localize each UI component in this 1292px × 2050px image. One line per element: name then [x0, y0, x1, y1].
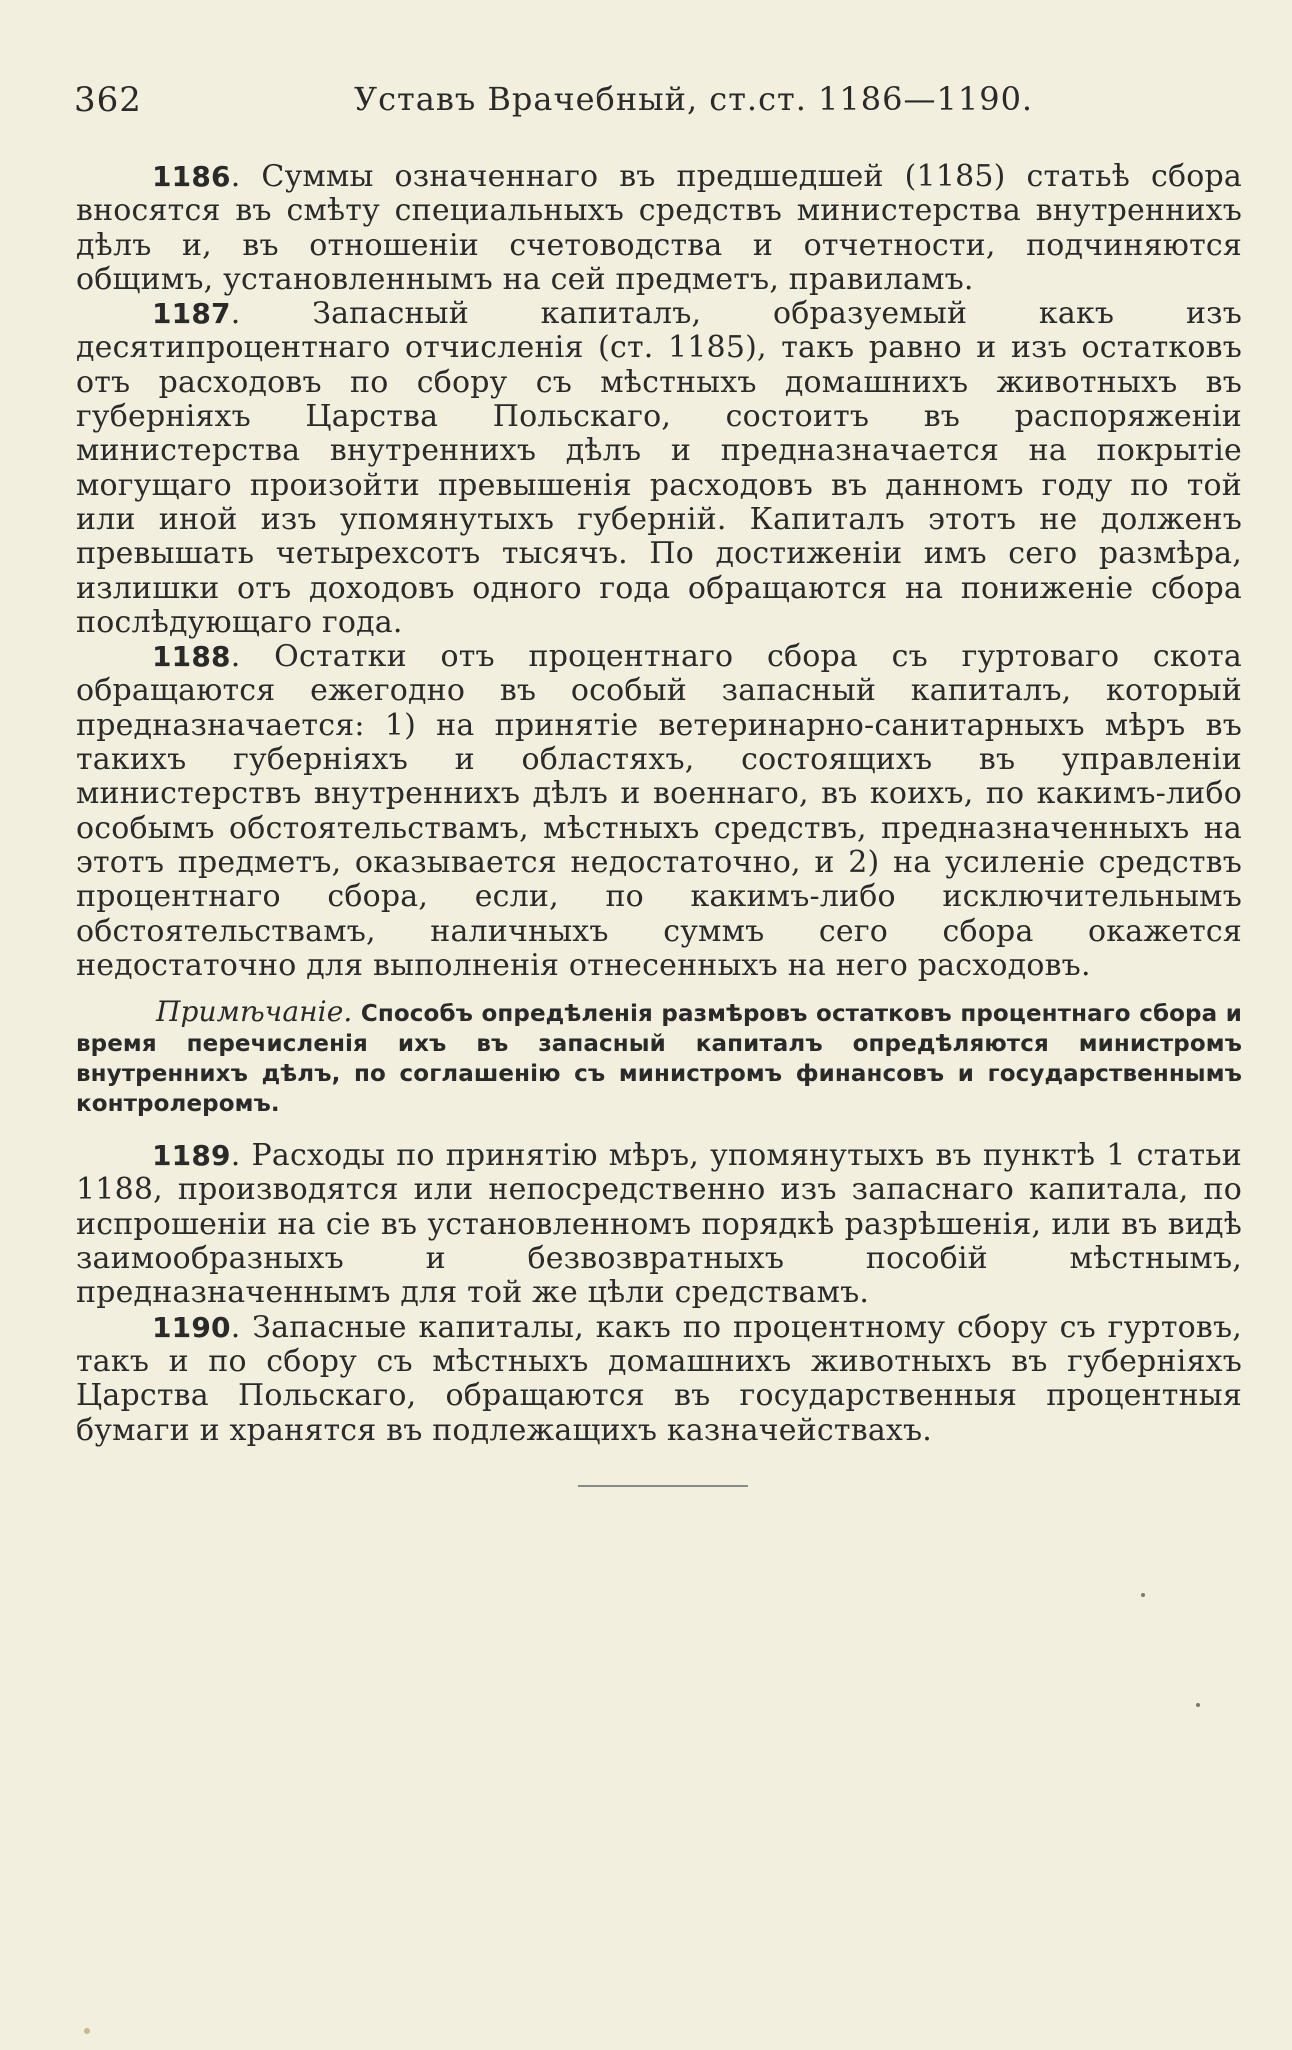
paper-speck [1141, 1593, 1145, 1597]
article-number: 1187 [152, 297, 231, 331]
paper-speck [1196, 1703, 1200, 1707]
article-text: . Остатки отъ процентнаго сбора съ гуртоваго скота обращаются ежегодно въ особый запасный капиталъ, который предназначается: 1) на принятіе ветеринарно-санитарныхъ мѣръ въ такихъ губерніяхъ и областяхъ, состоящихъ въ управленіи министерствъ внутреннихъ дѣлъ и военнаго, въ коихъ, по какимъ-либо особымъ обстоятельствамъ, мѣстныхъ средствъ, предназначенныхъ на этотъ предметъ, оказывается недостаточно, и 2) на усиленіе средствъ процентнаго сбора, если, по какимъ-либо исключительнымъ обстоятельствамъ, наличныхъ суммъ сего сбора окажется недостаточно для выполненія отнесенныхъ на него расходовъ. [76, 639, 1242, 983]
article-text: . Запасные капиталы, какъ по процентному сбору съ гуртовъ, такъ и по сбору съ мѣстныхъ домашнихъ животныхъ въ губерніяхъ Царства Польскаго, обращаются въ государственныя процентныя бумаги и хранятся въ подлежащихъ казначействахъ. [76, 1309, 1242, 1448]
article-1188 [76, 640, 1242, 983]
article-number: 1186 [152, 160, 231, 193]
article-text: . Запасный капиталъ, образуемый какъ изъ десятипроцентнаго отчисленія (ст. 1185), такъ равно и изъ остатковъ отъ расходовъ по сбору съ мѣстныхъ домашнихъ животныхъ въ губерніяхъ Царства Польскаго, состоитъ въ распоряженіи министерства внутреннихъ дѣлъ и предназначается на покрытіе могущаго произойти превышенія расходовъ въ данномъ году по той или иной изъ упомянутыхъ губерній. Капиталъ этотъ не долженъ превышать четырехсотъ тысячъ. По достиженіи имъ сего размѣра, излишки отъ доходовъ одного года обращаются на пониженіе сбора послѣдующаго года. [76, 296, 1242, 640]
page-number: 362 [74, 80, 142, 120]
article-number: 1190 [152, 1310, 231, 1344]
article-number: 1188 [152, 640, 231, 674]
body-text [76, 160, 1242, 1448]
note-text: Способъ опредѣленія размѣровъ остатковъ процентнаго сбора и время перечисленія ихъ въ запасный капиталъ опредѣляются министромъ внутреннихъ дѣлъ, по соглашенію съ министромъ финансовъ и государственнымъ контролеромъ. [76, 1001, 1242, 1118]
page-header [74, 80, 1244, 130]
article-1187 [76, 297, 1242, 640]
article-note [76, 997, 1242, 1119]
paper-speck [84, 2028, 90, 2034]
article-1186 [76, 160, 1242, 297]
article-1189 [76, 1139, 1242, 1310]
running-title: Уставъ Врачебный, ст.ст. 1186—1190. [354, 80, 1034, 118]
article-number: 1189 [152, 1139, 231, 1173]
article-text: . Расходы по принятію мѣръ, упомянутыхъ въ пунктѣ 1 статьи 1188, производятся или непосредственно изъ запаснаго капитала, по испрошеніи на сіе въ установленномъ порядкѣ разрѣшенія, или въ видѣ заимообразныхъ и безвозвратныхъ пособій мѣстнымъ, предназначеннымъ для той же цѣли средствамъ. [76, 1138, 1242, 1311]
article-text: . Суммы означеннаго въ предшедшей (1185) статьѣ сбора вносятся въ смѣту специальныхъ средствъ министерства внутреннихъ дѣлъ и, въ отношеніи счетоводства и отчетности, подчиняются общимъ, установленнымъ на сей предметъ, правиламъ. [76, 159, 1242, 297]
section-end-rule [578, 1485, 748, 1487]
article-1190 [76, 1311, 1242, 1448]
note-label: Примѣчаніе. [156, 995, 353, 1029]
